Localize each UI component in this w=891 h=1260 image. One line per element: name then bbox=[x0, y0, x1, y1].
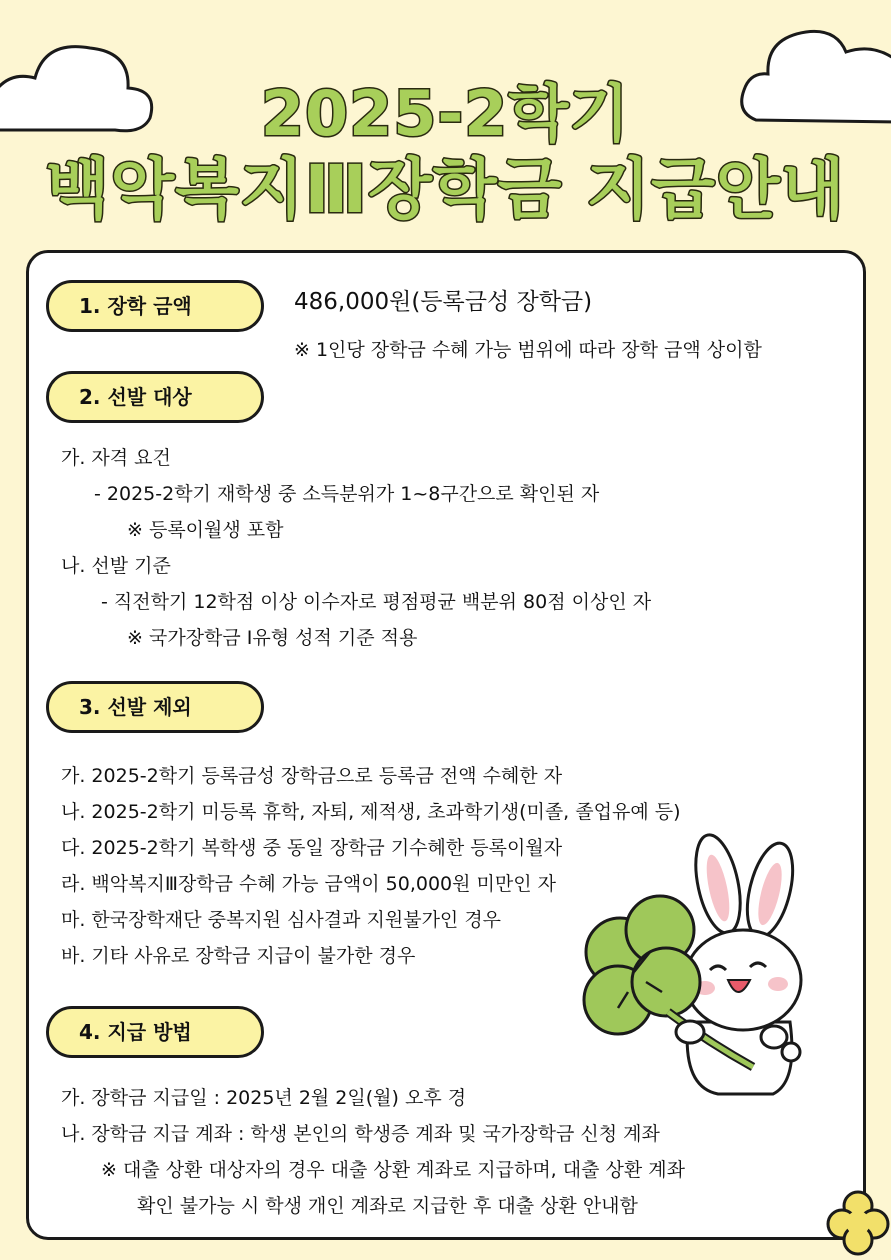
page-title bbox=[0, 77, 891, 229]
section3-heading: 3. 선발 제외 bbox=[46, 681, 264, 733]
payment-note-1: ※ 대출 상환 대상자의 경우 대출 상환 계좌로 지급하며, 대출 상환 계좌 bbox=[101, 1159, 685, 1181]
flower-corner-icon bbox=[826, 1190, 890, 1256]
title-line-2: 백악복지Ⅲ장학금 지급안내 bbox=[45, 151, 846, 229]
title-line-1: 2025-2학기 bbox=[260, 77, 631, 150]
section4-heading: 4. 지급 방법 bbox=[46, 1006, 264, 1058]
exclusion-item: 나. 2025-2학기 미등록 휴학, 자퇴, 제적생, 초과학기생(미졸, 졸업유예 등) bbox=[61, 801, 681, 823]
criteria-label: 나. 선발 기준 bbox=[61, 555, 171, 577]
payment-note-2: 확인 불가능 시 학생 개인 계좌로 지급한 후 대출 상환 안내함 bbox=[137, 1195, 638, 1217]
eligibility-label: 가. 자격 요건 bbox=[61, 447, 171, 469]
payment-account: 나. 장학금 지급 계좌 : 학생 본인의 학생증 계좌 및 국가장학금 신청 계좌 bbox=[61, 1123, 660, 1145]
section2-heading: 2. 선발 대상 bbox=[46, 371, 264, 423]
exclusion-item: 마. 한국장학재단 중복지원 심사결과 지원불가인 경우 bbox=[61, 909, 502, 931]
exclusion-item: 가. 2025-2학기 등록금성 장학금으로 등록금 전액 수혜한 자 bbox=[61, 765, 563, 787]
section1-heading: 1. 장학 금액 bbox=[46, 280, 264, 332]
exclusion-item: 바. 기타 사유로 장학금 지급이 불가한 경우 bbox=[61, 945, 416, 967]
criteria-item: - 직전학기 12학점 이상 이수자로 평점평균 백분위 80점 이상인 자 bbox=[101, 591, 652, 613]
criteria-note: ※ 국가장학금 Ⅰ유형 성적 기준 적용 bbox=[127, 627, 418, 649]
scholarship-amount: 486,000원(등록금성 장학금) bbox=[294, 289, 593, 315]
exclusion-item: 다. 2025-2학기 복학생 중 동일 장학금 기수혜한 등록이월자 bbox=[61, 837, 563, 859]
amount-note: ※ 1인당 장학금 수혜 가능 범위에 따라 장학 금액 상이함 bbox=[294, 339, 762, 361]
payment-date: 가. 장학금 지급일 : 2025년 2월 2일(월) 오후 경 bbox=[61, 1087, 467, 1109]
eligibility-note: ※ 등록이월생 포함 bbox=[127, 519, 284, 541]
eligibility-item: - 2025-2학기 재학생 중 소득분위가 1~8구간으로 확인된 자 bbox=[94, 483, 600, 505]
bunny-clover-illustration bbox=[578, 832, 808, 1102]
exclusion-item: 라. 백악복지Ⅲ장학금 수혜 가능 금액이 50,000원 미만인 자 bbox=[61, 873, 556, 895]
